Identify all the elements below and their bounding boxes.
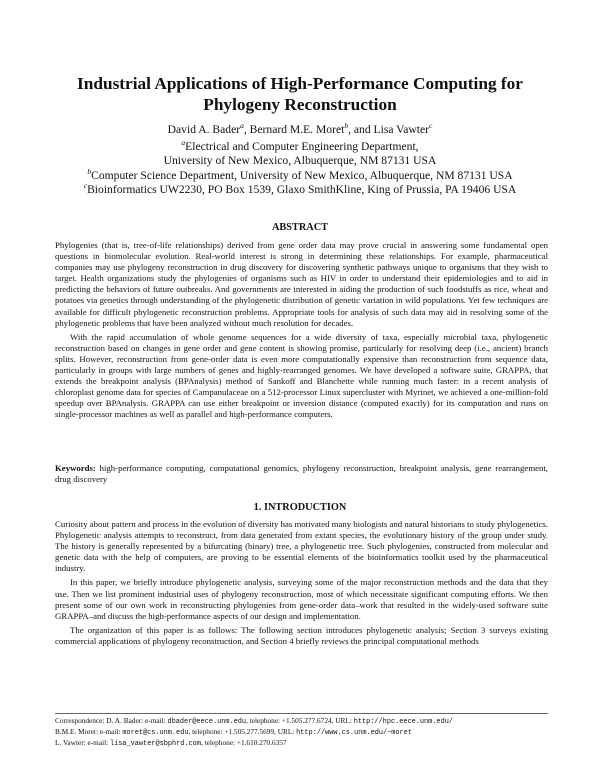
email-link[interactable]: lisa_vawter@sbphrd.com <box>109 740 201 749</box>
paper-title <box>40 73 560 115</box>
intro-paragraph-1: Curiosity about pattern and process in the evolution of diversity has motivated many biologists and natural historians to study phylogenetics. Phylogenetic analysis attempts to reconstruct, from data generated from extant species, the evolutionary history of the group under study. The history is generally represented by a bifurcating (binary) tree, a phylogenetic tree. Such phylogenies, constructed from molecular and genetic data with the help of computers, are proving to be essential elements of the bioinformatics toolkit used by the pharmaceutical industry. <box>55 519 548 574</box>
introduction-body <box>55 519 548 647</box>
author-name: David A. Bader <box>167 123 241 136</box>
title-line-2: Phylogeny Reconstruction <box>203 95 397 114</box>
author-mark: c <box>429 121 433 130</box>
affiliation-c: $^c$Bioinformatics UW2230, PO Box 1539, Glaxo SmithKline, King of Prussia, PA 19406 USA <box>83 180 517 196</box>
intro-paragraph-2: In this paper, we briefly introduce phylogenetic analysis, surveying some of the major reconstruction methods and the data that they use. Then we list prominent industrial uses of phylogeny reconstruction, most of which necessitate significant computing efforts. We then present some of our own work in reconstructing phylogenies from gene-order data–work that resulted in the widely-used software suite GRAPPA–and discuss the high-performance aspects of our design and implementation. <box>55 577 548 621</box>
abstract-paragraph-2: With the rapid accumulation of whole genome sequences for a wide diversity of taxa, especially microbial taxa, phylogenetic reconstruction based on changes in gene order and gene content is showing promise, particularly for resolving deep (i.e., ancient) branch splits. However, reconstruction from gene-order data is even more computationally expensive than reconstruction from sequence data, particularly in groups with large numbers of genes and highly-rearranged genomes. We have developed a software suite, GRAPPA, that extends the breakpoint analysis (BPAnalysis) method of Sankoff and Blanchette while running much faster: in a recent analysis of chloroplast genome data for species of Campanulaceae on a 512-processor Linux supercluster with Myrinet, we achieved a one-million-fold speedup over BPAnalysis. GRAPPA can use either breakpoint or inversion distance (computed exactly) for its computation and runs on single-processor machines as well as parallel and high-performance computers. <box>55 331 548 420</box>
url-link[interactable]: http://hpc.eece.unm.edu/ <box>353 718 453 726</box>
footnote-divider <box>55 713 548 714</box>
author-separator: , <box>243 123 250 136</box>
footnotes <box>55 716 555 749</box>
intro-paragraph-3: The organization of this paper is as follows: The following section introduces phylogenetic analysis; Section 3 surveys existing commercial applications of phylogeny reconstruction, and Section 4 briefly reviews the principal computational methods <box>55 624 548 646</box>
keywords <box>55 463 548 485</box>
email-link[interactable]: dbader@eece.unm.edu <box>167 718 247 726</box>
affiliation-a: $^a$Electrical and Computer Engineering Department, <box>181 138 419 153</box>
author-mark: b <box>344 121 349 130</box>
affiliation-b: $^b$Computer Science Department, University of New Mexico, Albuquerque, NM 87131 USA <box>87 166 513 182</box>
footnote-vawter: L. Vawter: e-mail: lisa_vawter@sbphrd.com, telephone: +1.610.270.6357 <box>55 738 287 749</box>
author-name: Bernard M.E. Moret <box>249 123 345 136</box>
author-mark: a <box>240 121 244 130</box>
affiliations <box>40 140 560 197</box>
abstract-paragraph-1: Phylogenies (that is, tree-of-life relationships) derived from gene order data may prove crucial in answering some fundamental open questions in biomolecular evolution. Real-world interest is strong in determining these relationships. For example, pharmaceutical companies may use phylogeny reconstruction in drug discovery for discovering synthetic pathways unique to organisms that they wish to target. Health organizations study the phylogenies of organisms such as HIV in order to understand their epidemiologies and to aid in predicting the behaviors of future outbreaks. And governments are interested in aiding the production of such foodstuffs as rice, wheat and potatoes via genetics through understanding of the phylogenetic distribution of genetic variation in wild populations. Yet few techniques are available for difficult phylogenetic reconstruction problems. Appropriate tools for analysis of such data may aid in resolving some of the phylogenetic problems that have been analyzed without much resolution for decades. <box>55 240 548 328</box>
title-line-1: Industrial Applications of High-Performance Computing for <box>77 74 523 93</box>
footnote-bader: Correspondence: D. A. Bader: e-mail: dbader@eece.unm.edu, telephone: +1.505.277.6724, URL: http://hpc.eece.unm.edu/ <box>55 716 453 726</box>
author-list <box>40 123 560 137</box>
email-link[interactable]: moret@cs.unm.edu <box>122 729 189 738</box>
affiliation-a-line-2: University of New Mexico, Albuquerque, NM 87131 USA <box>163 154 437 168</box>
abstract-body <box>55 240 548 421</box>
footnote-moret: B.M.E. Moret: e-mail: moret@cs.unm.edu, telephone: +1.505.277.5699, URL: http://www.cs.unm.edu/~moret <box>55 727 412 738</box>
introduction-heading: 1. INTRODUCTION <box>253 502 347 513</box>
author-name: Lisa Vawter <box>373 123 429 136</box>
abstract-heading: ABSTRACT <box>271 222 329 233</box>
author-separator: , and <box>348 123 374 136</box>
keywords-label: Keywords: <box>55 463 96 473</box>
keywords-text: high-performance computing, computational genomics, phylogeny reconstruction, breakpoint analysis, gene rearrangement, drug discovery <box>55 463 548 485</box>
url-link[interactable]: http://www.cs.unm.edu/~moret <box>296 729 412 738</box>
